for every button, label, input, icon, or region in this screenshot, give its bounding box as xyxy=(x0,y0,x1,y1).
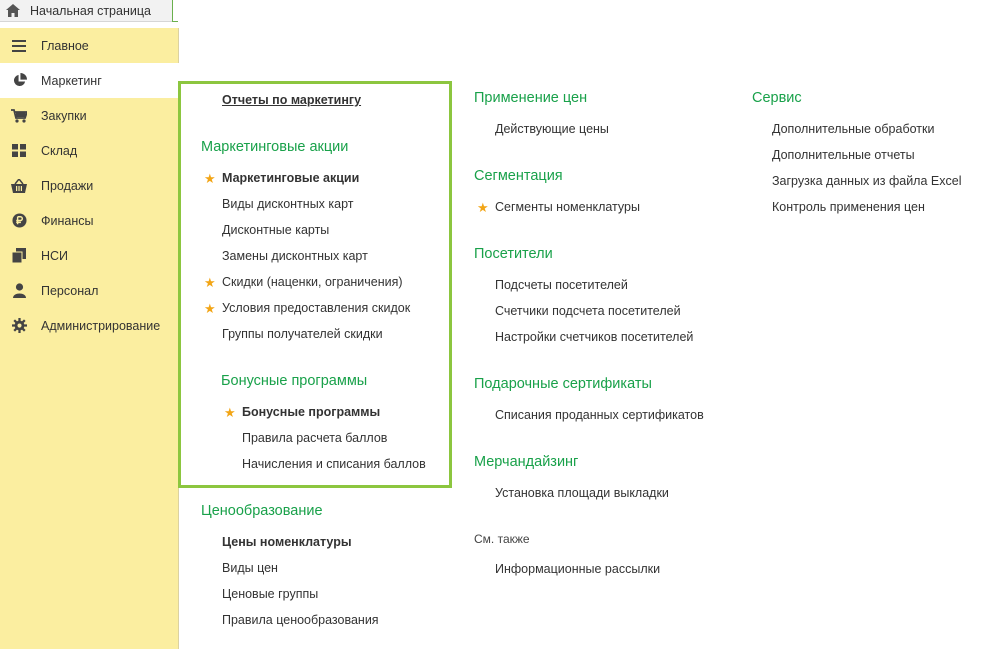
link-certificate-writeoffs[interactable]: Списания проданных сертификатов xyxy=(495,408,704,422)
shopping-cart-icon xyxy=(11,108,27,124)
sidebar-item-label: НСИ xyxy=(41,248,69,263)
sidebar-item-purchases[interactable] xyxy=(0,98,178,133)
sidebar-item-label: Продажи xyxy=(41,178,94,193)
grid-icon xyxy=(11,143,27,159)
favorite-star-icon: ★ xyxy=(204,301,216,316)
link-marketing-reports[interactable]: Отчеты по маркетингу xyxy=(222,93,362,107)
section-header-gift-certificates: Подарочные сертификаты xyxy=(474,376,652,392)
section-header-marketing-actions: Маркетинговые акции xyxy=(201,139,349,155)
link-bonus-calc-rules[interactable]: Правила расчета баллов xyxy=(242,431,388,445)
section-header-visitors: Посетители xyxy=(474,246,553,262)
link-discount-cards[interactable]: Дисконтные карты xyxy=(222,223,330,237)
link-discount-card-replacements[interactable]: Замены дисконтных карт xyxy=(222,249,368,263)
gear-icon xyxy=(11,318,27,334)
link-pricing-rules[interactable]: Правила ценообразования xyxy=(222,613,379,627)
sidebar-item-sales[interactable] xyxy=(0,168,178,203)
sidebar-item-warehouse[interactable] xyxy=(0,133,178,168)
sidebar-item-label: Главное xyxy=(41,38,89,53)
link-discount-conditions[interactable]: Условия предоставления скидок xyxy=(222,301,411,315)
link-additional-reports[interactable]: Дополнительные отчеты xyxy=(772,148,915,162)
link-display-area[interactable]: Установка площади выкладки xyxy=(495,486,669,500)
ruble-icon xyxy=(11,213,27,229)
section-header-price-usage: Применение цен xyxy=(474,90,588,106)
sidebar-item-administration[interactable] xyxy=(0,308,178,343)
documents-icon xyxy=(11,248,27,264)
tab-accent-divider xyxy=(172,0,178,22)
link-discounts[interactable]: Скидки (наценки, ограничения) xyxy=(222,275,403,289)
pie-chart-icon xyxy=(11,73,27,89)
sidebar xyxy=(0,28,179,649)
sidebar-item-label: Склад xyxy=(41,143,78,158)
sidebar-item-main[interactable] xyxy=(0,28,178,63)
sidebar-item-finance[interactable] xyxy=(0,203,178,238)
link-bonus-programs[interactable]: Бонусные программы xyxy=(242,405,381,419)
section-header-service: Сервис xyxy=(752,90,802,106)
link-visitor-counts[interactable]: Подсчеты посетителей xyxy=(495,278,628,292)
section-header-merchandising: Мерчандайзинг xyxy=(474,454,579,470)
sidebar-item-label: Маркетинг xyxy=(41,73,102,88)
home-icon xyxy=(6,4,22,18)
link-marketing-actions[interactable]: Маркетинговые акции xyxy=(222,171,360,185)
section-header-bonus-programs: Бонусные программы xyxy=(221,373,368,389)
favorite-star-icon: ★ xyxy=(477,200,489,215)
link-additional-processing[interactable]: Дополнительные обработки xyxy=(772,122,935,136)
sidebar-item-label: Администрирование xyxy=(41,318,161,333)
sidebar-item-personnel[interactable] xyxy=(0,273,178,308)
link-visitor-counters[interactable]: Счетчики подсчета посетителей xyxy=(495,304,681,318)
section-header-segmentation: Сегментация xyxy=(474,168,563,184)
link-current-prices[interactable]: Действующие цены xyxy=(495,122,609,136)
link-price-groups[interactable]: Ценовые группы xyxy=(222,587,319,601)
favorite-star-icon: ★ xyxy=(224,405,236,420)
menu-lines-icon xyxy=(11,38,27,54)
link-visitor-counter-settings[interactable]: Настройки счетчиков посетителей xyxy=(495,330,694,344)
link-price-control[interactable]: Контроль применения цен xyxy=(772,200,925,214)
link-price-types[interactable]: Виды цен xyxy=(222,561,278,575)
link-item-segments[interactable]: Сегменты номенклатуры xyxy=(495,200,640,214)
sidebar-item-nsi[interactable] xyxy=(0,238,178,273)
sidebar-item-label: Финансы xyxy=(41,213,94,228)
favorite-star-icon: ★ xyxy=(204,275,216,290)
basket-icon xyxy=(11,178,27,194)
link-excel-import[interactable]: Загрузка данных из файла Excel xyxy=(772,174,962,188)
link-info-mailings[interactable]: Информационные рассылки xyxy=(495,562,661,576)
sidebar-item-label: Персонал xyxy=(41,283,99,298)
section-header-pricing: Ценообразование xyxy=(201,503,323,519)
section-header-see-also: См. также xyxy=(474,532,530,546)
link-discount-card-types[interactable]: Виды дисконтных карт xyxy=(222,197,354,211)
home-tab[interactable] xyxy=(0,0,172,22)
sidebar-item-label: Закупки xyxy=(41,108,87,123)
home-tab-label: Начальная страница xyxy=(30,3,151,18)
link-item-prices[interactable]: Цены номенклатуры xyxy=(222,535,352,549)
sidebar-item-marketing[interactable] xyxy=(0,63,180,98)
person-icon xyxy=(11,283,27,299)
favorite-star-icon: ★ xyxy=(204,171,216,186)
link-discount-recipient-groups[interactable]: Группы получателей скидки xyxy=(222,327,383,341)
link-bonus-accruals[interactable]: Начисления и списания баллов xyxy=(242,457,426,471)
